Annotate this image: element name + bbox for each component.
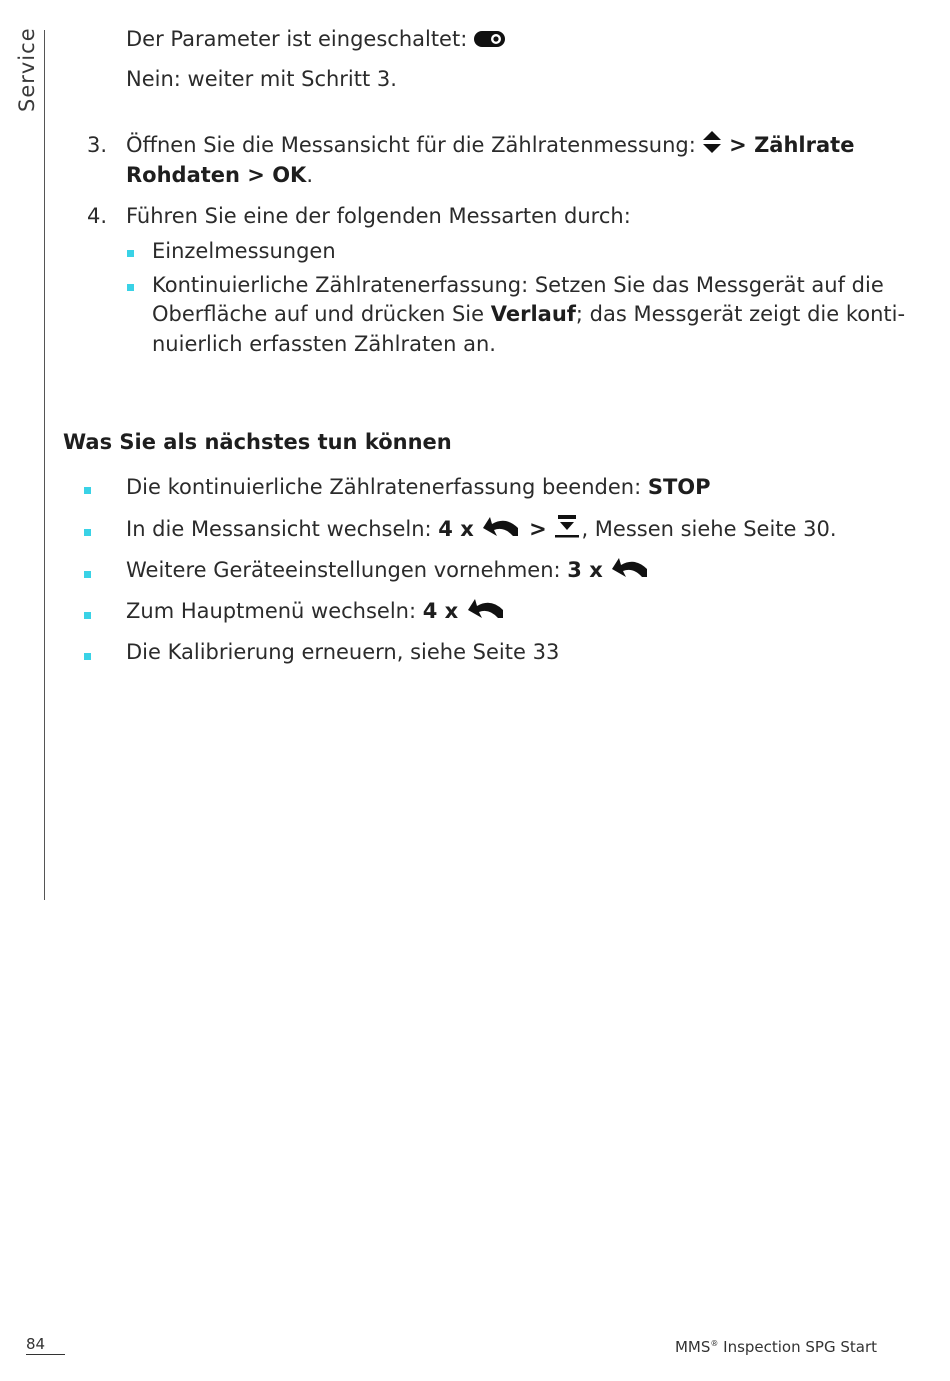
stop-bold: STOP <box>647 475 711 499</box>
bullet-square <box>127 250 134 257</box>
step-4-number: 4. <box>87 204 108 228</box>
toggle-on-icon <box>474 25 505 55</box>
sep-bold: > <box>529 517 547 541</box>
count-bold: 3 x <box>567 558 603 582</box>
step-3-bold-line2: Rohdaten > OK <box>126 163 307 187</box>
next-item-settings <box>126 555 651 587</box>
next-item-stop <box>126 472 711 502</box>
next-steps-heading <box>63 427 452 457</box>
no-line: Nein: weiter mit Schritt 3. <box>126 67 397 91</box>
side-rule <box>44 30 45 900</box>
doc-reg: ® <box>710 1339 719 1348</box>
next-item-measure-view <box>126 513 837 547</box>
step-3-line2 <box>126 160 313 190</box>
line2-after: ; das Messgerät zeigt die konti- <box>575 302 906 326</box>
step-3-line1 <box>126 130 854 162</box>
sub-item-continuous-line3: nuierlich erfassten Zählraten an. <box>152 332 496 356</box>
bullet-square <box>84 612 91 619</box>
next-item-main-menu-text: Zum Hauptmenü wechseln: <box>126 599 417 623</box>
line2-before: Oberfläche auf und drücken Sie <box>152 302 485 326</box>
page-number: 84 <box>26 1335 46 1353</box>
param-on-line <box>126 24 505 55</box>
next-item-main-menu <box>126 596 507 628</box>
bullet-square <box>84 653 91 660</box>
measure-tail: , Messen siehe Seite 30. <box>581 517 837 541</box>
bullet-square <box>84 487 91 494</box>
bullet-square <box>127 284 134 291</box>
side-label-service: Service <box>15 27 39 113</box>
step-3-bold-path: > Zählrate <box>729 133 855 157</box>
back-icon <box>480 514 522 546</box>
doc-brand: MMS <box>674 1338 711 1356</box>
sub-item-continuous-line1: Kontinuierliche Zählratenerfassung: Setzen Sie das Messgerät auf die <box>152 273 884 297</box>
doc-title: Inspection SPG Start <box>723 1338 877 1356</box>
next-item-calibration: Die Kalibrierung erneuern, siehe Seite 33 <box>126 640 560 664</box>
back-icon <box>609 555 651 587</box>
bullet-square <box>84 529 91 536</box>
next-item-measure-text: In die Messansicht wechseln: <box>126 517 432 541</box>
sub-item-single: Einzelmessungen <box>152 239 336 263</box>
param-on-text: Der Parameter ist eingeschaltet: <box>126 27 468 51</box>
step-3-number: 3. <box>87 133 108 157</box>
next-item-stop-text: Die kontinuierliche Zählratenerfassung beenden: <box>126 475 642 499</box>
footer-rule <box>26 1354 65 1355</box>
step-3-text: Öffnen Sie die Messansicht für die Zählratenmessung: <box>126 133 696 157</box>
up-down-arrows-icon <box>702 130 722 162</box>
document-title <box>675 1329 877 1362</box>
measure-icon <box>553 513 581 547</box>
next-steps-heading-text: Was Sie als nächstes tun können <box>63 430 452 454</box>
step-3-tail: . <box>306 163 314 187</box>
count-bold: 4 x <box>438 517 474 541</box>
next-item-settings-text: Weitere Geräteeinstellungen vornehmen: <box>126 558 561 582</box>
step-4-text: Führen Sie eine der folgenden Messarten durch: <box>126 204 631 228</box>
sub-item-continuous-line2 <box>152 299 905 329</box>
back-icon <box>465 596 507 628</box>
bullet-square <box>84 571 91 578</box>
verlauf-bold: Verlauf <box>490 302 576 326</box>
count-bold: 4 x <box>422 599 459 623</box>
